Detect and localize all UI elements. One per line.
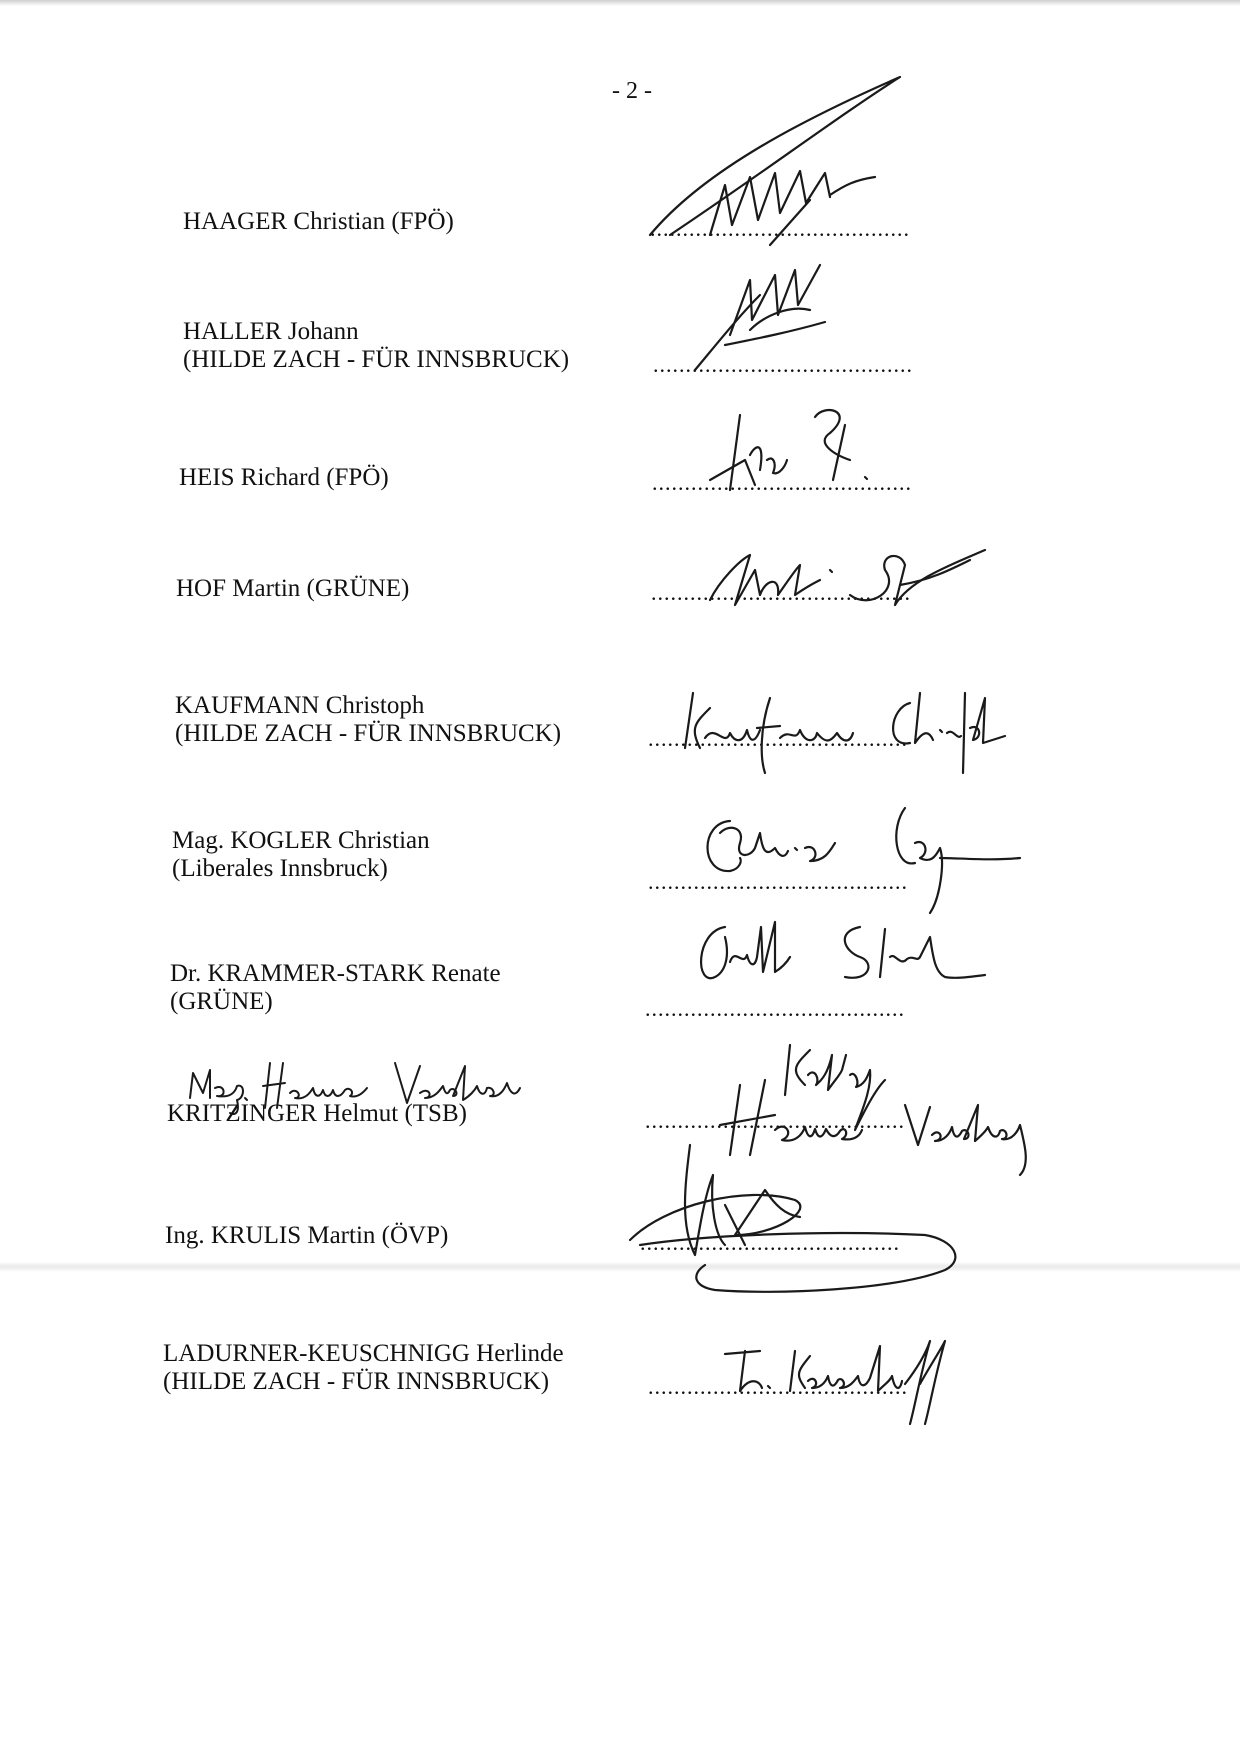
name-line: HEIS Richard (FPÖ) [179,464,389,491]
signature-line: ........................................ [645,1108,905,1133]
name-line: (Liberales Innsbruck) [172,855,388,882]
signature-krulis [625,1145,985,1315]
name-line: Ing. KRULIS Martin (ÖVP) [165,1222,449,1249]
name-line: (HILDE ZACH - FÜR INNSBRUCK) [183,346,570,373]
signature-line: ........................................ [652,470,912,495]
signature-kaufmann [665,688,1065,778]
name-line: HALLER Johann [183,318,359,345]
signatory-name [179,464,389,492]
signature-line: ........................................ [650,216,910,241]
signatory-name [183,318,569,374]
scan-edge-shadow [0,0,1240,6]
signatory-name [170,960,501,1016]
signature-line: ........................................ [648,869,908,894]
name-line: LADURNER-KEUSCHNIGG Herlinde [163,1340,564,1367]
name-line: (HILDE ZACH - FÜR INNSBRUCK) [163,1368,550,1395]
signatory-name [172,827,430,883]
name-line: Dr. KRAMMER-STARK Renate [170,960,501,987]
signatory-name [183,208,454,236]
signature-line: ........................................ [653,352,913,377]
signatory-entry-ladurner-keuschnigg [0,1338,1240,1488]
signatory-entry-kogler [0,828,1240,978]
signatory-name [176,575,409,603]
signature-hof [700,540,990,620]
signatory-name [163,1340,564,1396]
signatory-name [167,1100,467,1128]
signatory-entry-kaufmann [0,690,1240,840]
name-line: KRITZINGER Helmut (TSB) [167,1100,467,1127]
signature-haller [690,260,870,380]
signature-haager [640,85,940,275]
signature-ladurner-keuschnigg [720,1336,1020,1426]
name-line: (GRÜNE) [170,988,273,1015]
signatory-entry-haager [0,180,1240,330]
name-line: (HILDE ZACH - FÜR INNSBRUCK) [175,720,562,747]
signature-line: ........................................ [648,726,908,751]
page-number: - 2 - [612,78,652,104]
signatory-name [165,1222,448,1250]
name-line: KAUFMANN Christoph [175,692,425,719]
signatory-name [175,692,561,748]
name-line: HOF Martin (GRÜNE) [176,575,410,602]
signature-line: ........................................ [651,580,911,605]
name-line: Mag. KOGLER Christian [172,827,430,854]
signature-line: ........................................ [648,1374,908,1399]
signature-line: ........................................ [640,1230,900,1255]
signature-heis [705,405,885,505]
name-line: HAAGER Christian (FPÖ) [183,208,454,235]
signature-krammer-stark [695,917,995,1017]
signatory-entry-haller [0,320,1240,470]
signature-line: ........................................ [645,996,905,1021]
signature-kogler [700,803,1040,918]
